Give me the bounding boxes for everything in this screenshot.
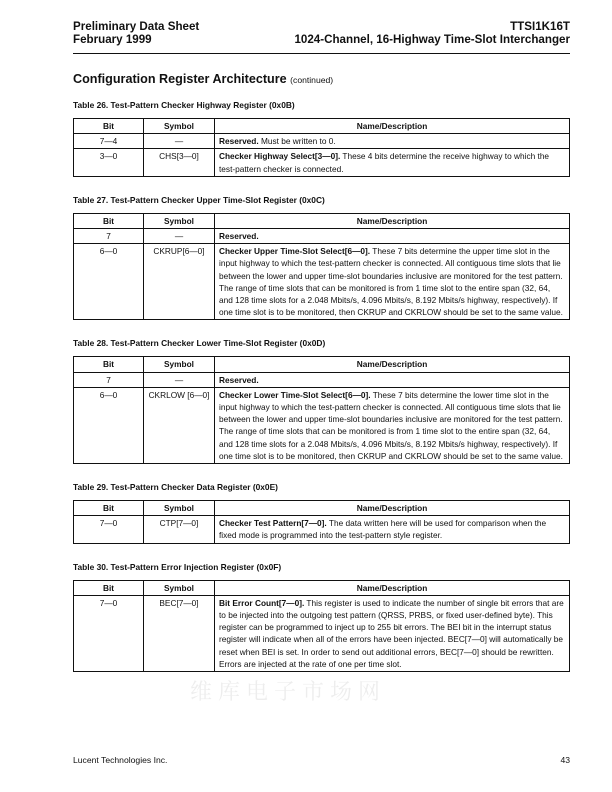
watermark: 维库电子市场网 [190,680,387,706]
bit-cell: 7 [74,229,144,244]
column-header-bit: Bit [74,357,144,372]
description-cell [215,134,570,149]
column-header-description: Name/Description [215,580,570,595]
document-header-right [294,21,570,46]
bit-cell: 7—0 [74,595,144,671]
footer-company: Lucent Technologies Inc. [73,755,168,765]
register-tables [73,100,570,672]
field-name: Reserved. [219,374,259,385]
page-footer [73,755,570,766]
register-table [73,118,570,177]
table-caption: Table 29. Test-Pattern Checker Data Register (0x0E) [73,482,278,493]
register-table [73,500,570,544]
bit-cell: 6—0 [74,387,144,463]
field-name: Checker Highway Select[3—0]. [219,151,341,162]
field-name: Checker Lower Time-Slot Select[6—0]. [219,389,371,400]
symbol-cell: CKRLOW [6—0] [144,387,215,463]
page-number: 43 [560,755,570,765]
symbol-cell: — [144,134,215,149]
column-header-description: Name/Description [215,213,570,228]
field-name: Checker Upper Time-Slot Select[6—0]. [219,246,371,257]
column-header-symbol: Symbol [144,501,215,516]
column-header-symbol: Symbol [144,119,215,134]
bit-cell: 3—0 [74,149,144,176]
column-header-bit: Bit [74,501,144,516]
column-header-description: Name/Description [215,119,570,134]
description-cell [215,229,570,244]
symbol-cell: BEC[7—0] [144,595,215,671]
bit-cell: 7—0 [74,516,144,543]
table-row [74,516,570,543]
page-body [73,100,570,766]
column-header-symbol: Symbol [144,580,215,595]
register-table [73,213,570,321]
field-name: Reserved. [219,136,259,147]
section-heading [73,72,333,86]
register-table [73,580,570,672]
description-cell [215,149,570,176]
bit-cell: 7 [74,372,144,387]
symbol-cell: CKRUP[6—0] [144,244,215,320]
table-row [74,595,570,671]
section-title: Configuration Register Architecture [73,72,287,86]
description-cell [215,387,570,463]
bit-cell: 6—0 [74,244,144,320]
header-divider [73,53,570,54]
section-suffix: (continued) [290,75,334,85]
table-row [74,244,570,320]
doc-type: Preliminary Data Sheet [73,20,200,33]
column-header-bit: Bit [74,213,144,228]
table-row [74,134,570,149]
document-header-left [73,21,199,46]
field-description: Must be written to 0. [258,136,336,147]
table-caption: Table 30. Test-Pattern Error Injection Register (0x0F) [73,561,282,572]
column-header-description: Name/Description [215,501,570,516]
table-header-row [74,213,570,228]
symbol-cell: — [144,229,215,244]
table-header-row [74,501,570,516]
table-row [74,387,570,463]
table-caption: Table 26. Test-Pattern Checker Highway Register (0x0B) [73,100,295,110]
field-description: These 4 bits determine the receive highway to which the test-pattern checker is connected. [219,151,550,174]
column-header-bit: Bit [74,580,144,595]
doc-date: February 1999 [73,32,152,46]
column-header-bit: Bit [74,119,144,134]
field-description: This register is used to indicate the number of single bit errors that are to be injected into the outgoing test pattern (QRSS, PRBS, or fixed user-defined byte). This register can be programmed to inject up to 255 bit errors. The BEI bit in the interrupt status register will indicate when all of the errors have been injected. BEC[7—0] will automatically be reset when BEI is set. In order to send out additional errors, BEC[7—0] should be rewritten. Errors are injected at the rate of one per time slot. [219,597,564,669]
table-header-row [74,357,570,372]
field-name: Reserved. [219,231,259,242]
field-description: These 7 bits determine the upper time slot in the input highway to which the test-pattern checker is connected. All contiguous time slots that lie between the lower and upper time-slot boundaries inclusive are monitored for the test pattern. The range of time slots that can be monitored is from 1 time slot to the entire span (32, 64, and 128 time slots for a 2.048 Mbits/s, 4.096 Mbits/s, 8.192 Mbits/s highway, respectively). If one time slot is to be monitored, then CKRUP and CKRLOW should be set to the same value. [219,246,563,318]
field-name: Checker Test Pattern[7—0]. [219,518,327,529]
column-header-symbol: Symbol [144,357,215,372]
description-cell [215,244,570,320]
symbol-cell: CHS[3—0] [144,149,215,176]
table-caption: Table 27. Test-Pattern Checker Upper Time-Slot Register (0x0C) [73,194,325,205]
field-description: The data written here will be used for comparison when the fixed mode is programmed into the test-pattern style register. [219,518,547,541]
product-id: TTSI1K16T [510,20,570,33]
description-cell [215,516,570,543]
symbol-cell: CTP[7—0] [144,516,215,543]
description-cell [215,595,570,671]
table-caption: Table 28. Test-Pattern Checker Lower Time-Slot Register (0x0D) [73,338,326,349]
table-row [74,229,570,244]
product-title: 1024-Channel, 16-Highway Time-Slot Interchanger [294,32,570,46]
field-description: These 7 bits determine the lower time slot in the input highway to which the test-pattern checker is connected. All contiguous time slots that lie between the lower and upper time-slot boundaries inclusive are monitored for the test pattern. The range of time slots that can be monitored is from 1 time slot to the entire span (32, 64, and 128 time slots for a 2.048 Mbits/s, 4.096 Mbits/s, 8.192 Mbits/s highway, respectively). If one time slot is to be monitored, then CKRUP and CKRLOW should be set to the same value. [219,389,563,461]
column-header-symbol: Symbol [144,213,215,228]
table-header-row [74,119,570,134]
table-row [74,372,570,387]
bit-cell: 7—4 [74,134,144,149]
table-header-row [74,580,570,595]
column-header-description: Name/Description [215,357,570,372]
table-row [74,149,570,176]
symbol-cell: — [144,372,215,387]
register-table [73,356,570,464]
field-name: Bit Error Count[7—0]. [219,597,305,608]
description-cell [215,372,570,387]
